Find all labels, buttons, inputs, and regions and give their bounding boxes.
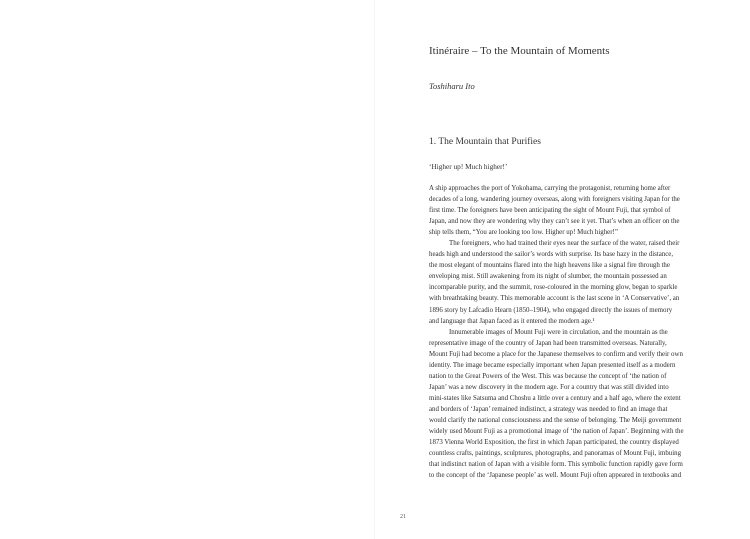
- text-line: and language that Japan faced as it entered the modern age.¹: [429, 317, 595, 325]
- text-line: The foreigners, who had trained their eyes near the surface of the water, raised their: [449, 240, 680, 248]
- text-line: with breathtaking beauty. This memorable account is the last scene in ‘A Conservative’, an: [429, 295, 680, 303]
- text-line: decades of a long, wandering journey overseas, along with foreigners visiting Japan for the: [429, 196, 680, 204]
- text-line: nation to the Great Powers of the West. This was because the concept of ‘the nation of: [429, 372, 667, 380]
- text-line: enveloping mist. Still awakening from its night of slumber, the mountain possessed an: [429, 273, 667, 281]
- body-text: [429, 183, 714, 481]
- text-line: Japan’ was a new discovery in the modern age. For a country that was still divided into: [429, 383, 669, 391]
- text-line: 1873 Vienna World Exposition, the first in which Japan participated, the country displayed: [429, 439, 679, 447]
- page-gutter: [374, 0, 375, 539]
- text-line: and borders of ‘Japan’ remained indistinct, a strategy was needed to find an image that: [429, 405, 668, 413]
- text-line: would clarify the national consciousness and the sense of belonging. The Meiji government: [429, 416, 682, 424]
- text-line: Mount Fuji had become a place for the Japanese themselves to confirm and verify their own: [429, 350, 683, 358]
- text-line: identity. The image became especially important when Japan presented itself as a modern: [429, 361, 676, 369]
- essay-author: Toshiharu Ito: [429, 81, 475, 91]
- text-line: representative image of the country of Japan had been transmitted overseas. Naturally,: [429, 339, 667, 347]
- text-line: widely used Mount Fuji as a promotional image of ‘the nation of Japan’. Beginning with the: [429, 428, 684, 436]
- section-heading: 1. The Mountain that Purifies: [429, 137, 541, 147]
- text-line: heads high and understood the sailor’s words with surprise. Its base hazy in the distance,: [429, 251, 674, 259]
- text-line: mini-states like Satsuma and Choshu a little over a century and a half ago, where the extent: [429, 394, 681, 402]
- epigraph: ‘Higher up! Much higher!’: [429, 162, 508, 171]
- text-line: ship tells them, “You are looking too low. Higher up! Much higher!”: [429, 229, 618, 237]
- text-line: 1896 story by Lafcadio Hearn (1850–1904), who engaged directly the issues of memory: [429, 306, 673, 314]
- text-line: Innumerable images of Mount Fuji were in circulation, and the mountain as the: [449, 328, 668, 336]
- text-line: A ship approaches the port of Yokohama, carrying the protagonist, returning home after: [429, 185, 671, 192]
- essay-title: Itinéraire – To the Mountain of Moments: [429, 45, 610, 57]
- page-number: 21: [400, 514, 406, 520]
- text-line: countless crafts, paintings, sculptures, photographs, and panoramas of Mount Fuji, imbuing: [429, 450, 682, 458]
- text-line: to the concept of the ‘Japanese people’ as well. Mount Fuji often appeared in textbooks and: [429, 472, 682, 480]
- text-line: incomparable purity, and the summit, rose-coloured in the morning glow, began to sparkle: [429, 284, 678, 292]
- text-line: first time. The foreigners have been anticipating the sight of Mount Fuji, that symbol of: [429, 207, 671, 215]
- text-line: that indistinct nation of Japan with a visible form. This symbolic function rapidly gave form: [429, 461, 683, 469]
- text-line: Japan, and now they are wondering why they can’t see it yet. That’s when an officer on the: [429, 218, 680, 226]
- text-line: the most elegant of mountains flared into the high heavens like a signal fire through the: [429, 262, 670, 270]
